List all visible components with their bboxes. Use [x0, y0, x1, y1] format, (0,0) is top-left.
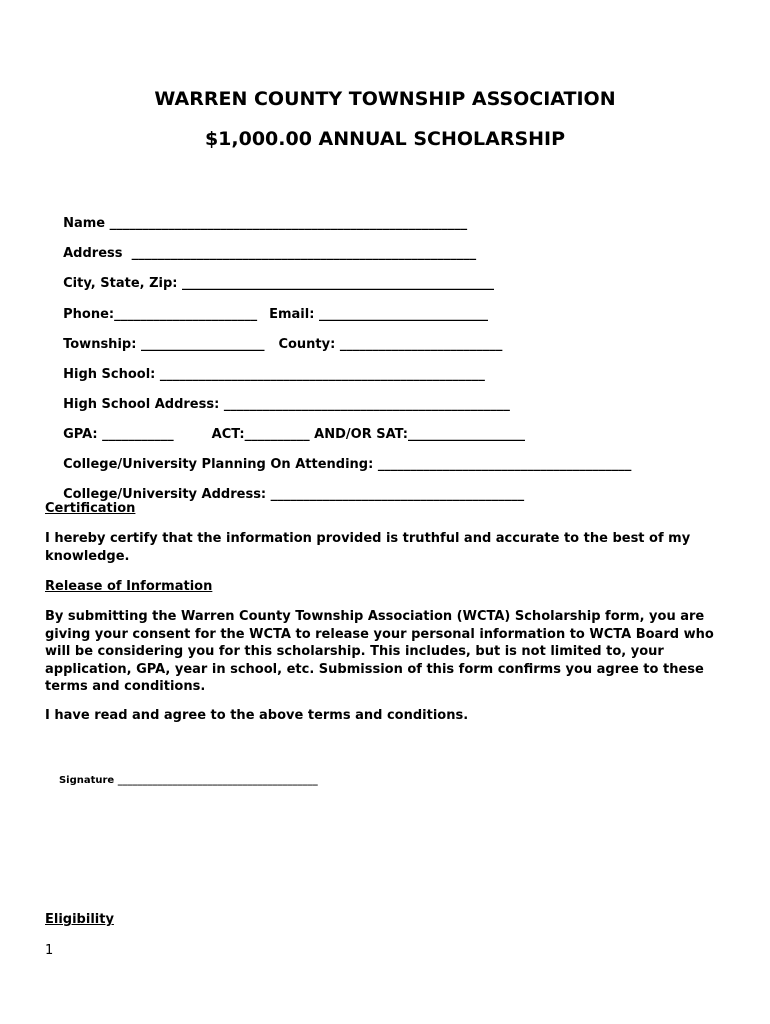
high-school-address-label: High School Address: [63, 397, 220, 412]
scholarship-title: $1,000.00 ANNUAL SCHOLARSHIP [204, 128, 566, 150]
sat-label: AND/OR SAT: [314, 427, 408, 442]
city-state-zip-field[interactable]: ________________________________________________ [182, 276, 495, 291]
association-title: WARREN COUNTY TOWNSHIP ASSOCIATION [154, 88, 616, 110]
eligibility-heading: Eligibility [45, 912, 114, 927]
email-field[interactable]: __________________________ [318, 307, 488, 322]
gpa-label: GPA: [63, 427, 98, 442]
release-heading: Release of Information [45, 579, 213, 594]
act-label: ACT: [211, 427, 245, 442]
township-field[interactable]: ___________________ [140, 337, 265, 352]
high-school-address-field[interactable]: ____________________________________________ [223, 397, 510, 412]
act-field[interactable]: __________ [244, 427, 310, 442]
certification-heading: Certification [45, 501, 136, 516]
email-label: Email: [269, 307, 315, 322]
signature-field[interactable]: ________________________________________ [117, 775, 318, 786]
phone-field[interactable]: ______________________ [114, 307, 258, 322]
agreement-text: I have read and agree to the above terms and conditions. [45, 708, 469, 723]
address-label: Address [63, 246, 123, 261]
county-label: County: [278, 337, 336, 352]
certification-text: I hereby certify that the information provided is truthful and accurate to the best of my knowledge. [45, 531, 691, 564]
address-field[interactable]: _____________________________________________________ [131, 246, 477, 261]
county-field[interactable]: _________________________ [339, 337, 503, 352]
college-field[interactable]: _______________________________________ [377, 457, 632, 472]
township-label: Township: [63, 337, 137, 352]
high-school-label: High School: [63, 367, 156, 382]
college-label: College/University Planning On Attending: [63, 457, 374, 472]
college-address-label: College/University Address: [63, 487, 267, 502]
signature-row [45, 764, 318, 797]
high-school-field[interactable]: __________________________________________________ [159, 367, 485, 382]
name-label: Name [63, 216, 106, 231]
phone-label: Phone: [63, 307, 115, 322]
gpa-field[interactable]: ___________ [102, 427, 174, 442]
college-address-field[interactable]: _______________________________________ [270, 487, 525, 502]
release-text: By submitting the Warren County Township Association (WCTA) Scholarship form, you are giving your consent for the WCTA to release your personal information to WCTA Board who will be considering you for this scholarship. This includes, but is not limited to, your application, GPA, year in school, etc. Submission of this form confirms you agree to these terms and conditions. [45, 609, 714, 694]
sat-field[interactable]: __________________ [408, 427, 525, 442]
city-state-zip-label: City, State, Zip: [63, 276, 178, 291]
signature-label: Signature [58, 775, 115, 786]
page-number: 1 [45, 943, 54, 958]
name-field[interactable]: _______________________________________________________ [109, 216, 468, 231]
